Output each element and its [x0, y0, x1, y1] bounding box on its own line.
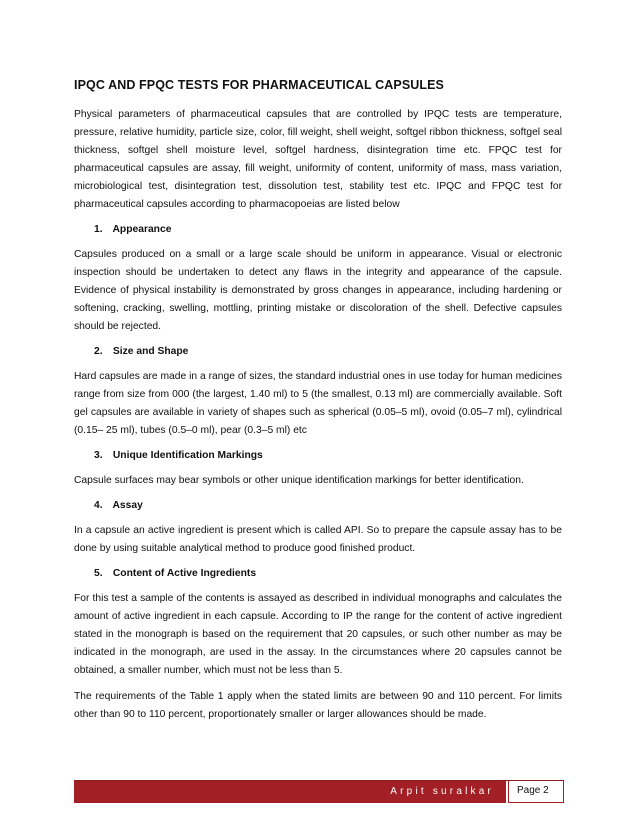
page-title: IPQC AND FPQC TESTS FOR PHARMACEUTICAL CAPSULES [74, 78, 444, 92]
section-paragraph: Hard capsules are made in a range of sizes, the standard industrial ones in use today for human medicines range from size from 000 (the largest, 1.40 ml) to 5 (the smallest, 0.13 ml) are commercially available. Soft gel capsules are available in variety of shapes such as spherical (0.05–5 ml), ovoid (0.05–7 ml), cylindrical (0.15– 25 ml), tubes (0.5–0 ml), pear (0.3–5 ml) etc [74, 371, 562, 436]
section-heading-assay: 4. Assay [94, 500, 143, 511]
section-paragraph: Capsule surfaces may bear symbols or other unique identification markings for better identification. [74, 475, 524, 486]
section-heading-markings: 3. Unique Identification Markings [94, 450, 263, 461]
footer-author: Arpit suralkar [74, 781, 506, 803]
section-heading-appearance: 1. Appearance [94, 224, 172, 235]
section-paragraph: For this test a sample of the contents is assayed as described in individual monographs and calculates the amount of active ingredient in each capsule. According to IP the range for the content of active ingredient stated in the monograph is based on the requirement that 20 capsules, or such other number as may be indicated in the monograph, are used in the assay. In the circumstances where 20 capsules cannot be obtained, a smaller number, which must not be less than 5. [74, 593, 562, 676]
section-heading-size-shape: 2. Size and Shape [94, 346, 189, 357]
intro-paragraph: Physical parameters of pharmaceutical capsules that are controlled by IPQC tests are temperature, pressure, relative humidity, particle size, color, fill weight, shell weight, softgel ribbon thickness, softgel seal thickness, softgel shell moisture level, softgel hardness, disintegration time etc. FPQC test for pharmaceutical capsules are assay, fill weight, uniformity of content, uniformity of mass, mass variation, microbiological test, disintegration test, dissolution test, stability test etc. IPQC and FPQC test for pharmaceutical capsules according to pharmacopoeias are listed below [74, 109, 562, 210]
footer-page-number: Page 2 [508, 781, 564, 803]
section-paragraph: In a capsule an active ingredient is present which is called API. So to prepare the capsule assay has to be done by using suitable analytical method to produce good finished product. [74, 525, 562, 554]
section-paragraph: Capsules produced on a small or a large scale should be uniform in appearance. Visual or electronic inspection should be undertaken to detect any flaws in the integrity and appearance of the capsule. Evidence of physical instability is demonstrated by gross changes in appearance, including hardening or softening, cracking, swelling, mottling, printing mistake or discoloration of the shell. Defective capsules should be rejected. [74, 249, 562, 332]
page-footer [74, 780, 564, 803]
section-heading-content: 5. Content of Active Ingredients [94, 568, 257, 579]
section-paragraph: The requirements of the Table 1 apply when the stated limits are between 90 and 110 percent. For limits other than 90 to 110 percent, proportionately smaller or larger allowances should be made. [74, 691, 562, 720]
document-body [74, 78, 562, 732]
